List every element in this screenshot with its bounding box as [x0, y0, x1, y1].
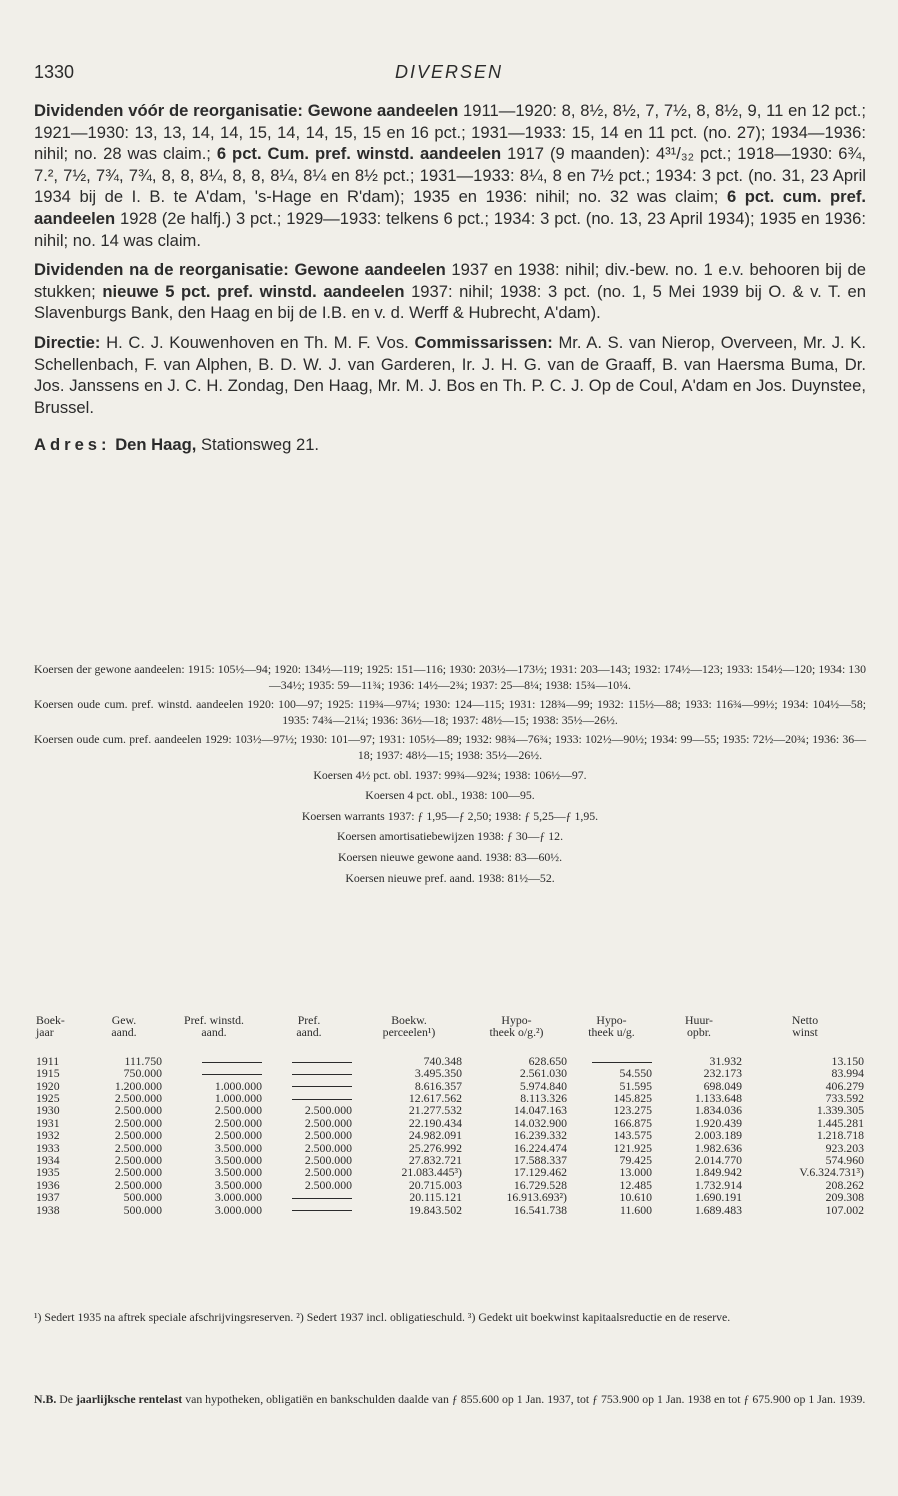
adres-paragraph: [34, 434, 866, 456]
table-cell: 2.003.189: [694, 1128, 742, 1143]
table-cell: 2.500.000: [304, 1128, 352, 1143]
column-header-line: Netto: [791, 1013, 819, 1027]
column-header-line: aand.: [296, 1025, 322, 1040]
empty-dash: [292, 1074, 352, 1075]
empty-dash: [592, 1062, 652, 1063]
table-cell: 1930: [36, 1103, 60, 1118]
directie-paragraph: [34, 332, 866, 418]
nb-label: N.B.: [34, 1392, 57, 1406]
dividends-before-text-1: 1911—1920: 8, 8½, 8½, 7, 7½, 8, 8½, 9, 11 en 12 pct.; 1921—1930: 13, 13, 14, 14, 15, 14, 14, 15, 15 en 16 pct.; 1931—1933: 15, 14 en 11 pct. (no. 27); 1934—1936: nihil; no. 28 was claim.;: [34, 101, 866, 164]
koersen-oude-cum-pref-winstd: Koersen oude cum. pref. winstd. aandeelen 1920: 100—97; 1925: 119¾—97¼; 1930: 124—115; 1931: 128¾—99; 1932: 115½—88; 1933: 116¾—99½; 1934: 104½—58; 1935: 74¾—21¼; 1936: 36½—18; 1937: 48½—15; 1938: 35½—26½.: [34, 697, 866, 727]
table-row: [34, 1104, 866, 1116]
table-cell: [164, 1067, 264, 1079]
column-header-line: Hypo-: [501, 1013, 532, 1027]
dividends-after-paragraph: [34, 259, 866, 324]
table-cell: 2.500.000: [214, 1103, 262, 1118]
table-row: [34, 1067, 866, 1079]
table-cell: 111.750: [124, 1053, 162, 1068]
table-cell: 79.425: [619, 1153, 652, 1168]
table-cell: 31.932: [709, 1053, 742, 1068]
column-header: [354, 1014, 464, 1055]
empty-dash: [292, 1062, 352, 1063]
column-header-line: Hypo-: [596, 1013, 627, 1027]
table-cell: [264, 1080, 354, 1092]
table-cell: 3.500.000: [214, 1177, 262, 1192]
footnotes: ¹) Sedert 1935 na aftrek speciale afschrijvingsreserven. ²) Sedert 1937 incl. obligatieschuld. ³) Gedekt uit boekwinst kapitaalsreductie en de reserve.: [34, 1310, 731, 1324]
table-cell: 1932: [36, 1128, 60, 1143]
column-header-line: Boekw.: [391, 1013, 427, 1027]
directie-label: Directie:: [34, 332, 101, 352]
main-text: [34, 100, 866, 464]
column-header-line: aand.: [111, 1025, 137, 1040]
column-header: [569, 1014, 654, 1055]
koersen-amortisatie: Koersen amortisatiebewijzen 1938: ƒ 30—ƒ 12.: [336, 829, 564, 844]
koersen-warrants: Koersen warrants 1937: ƒ 1,95—ƒ 2,50; 1938: ƒ 5,25—ƒ 1,95.: [301, 808, 599, 823]
table-cell: 1.834.036: [694, 1103, 742, 1118]
commissarissen-label: Commissarissen:: [414, 332, 553, 352]
adres-street: Stationsweg 21.: [200, 435, 320, 455]
table-cell: 17.588.337: [513, 1153, 567, 1168]
table-cell: 54.550: [619, 1066, 652, 1081]
nb-paragraph: [34, 1388, 866, 1410]
table-cell: 2.500.000: [114, 1140, 162, 1155]
table-cell: 11.600: [619, 1202, 652, 1217]
directie-text: H. C. J. Kouwenhoven en Th. M. F. Vos.: [106, 332, 409, 352]
table-cell: 628.650: [528, 1053, 567, 1068]
column-header-line: jaar: [36, 1025, 54, 1040]
dividends-after-text-2: 1937: nihil; 1938: 3 pct. (no. 1, 5 Mei 1939 bij O. & v. T. en Slavenburgs Bank, den Haag en bij de I.B. en v. d. Werff & Hubrecht, A'dam).: [34, 281, 866, 323]
commissarissen-text: Mr. A. S. van Nierop, Overveen, Mr. J. K. Schellenbach, F. van Alphen, B. D. W. J. van Garderen, Ir. J. H. G. van de Graaff, B. van Haersma Buma, Dr. Jos. Janssens en J. C. H. Zondag, Den Haag, Mr. M. J. Bos en Th. P. C. J. Op de Coul, A'dam en Jos. Duynstee, Brussel.: [34, 332, 866, 417]
koersen-section: [34, 662, 866, 891]
table-cell: 2.500.000: [304, 1153, 352, 1168]
nieuwe-pref-label: nieuwe 5 pct. pref. winstd. aandeelen: [102, 281, 405, 301]
table-cell: 500.000: [123, 1190, 162, 1205]
table-cell: 733.592: [825, 1091, 864, 1106]
table-cell: 12.485: [619, 1177, 652, 1192]
table-cell: 20.715.003: [408, 1177, 462, 1192]
table-cell: 1915: [36, 1066, 60, 1081]
table-cell: 1937: [36, 1190, 60, 1205]
table-cell: 1931: [36, 1115, 60, 1130]
table-cell: 1.339.305: [816, 1103, 864, 1118]
table-cell: 3.000.000: [214, 1202, 262, 1217]
table-cell: 5.974.840: [519, 1078, 567, 1093]
table-cell: 1.689.483: [694, 1202, 742, 1217]
table-cell: 2.500.000: [304, 1103, 352, 1118]
column-header: [654, 1014, 744, 1055]
table-cell: 143.575: [613, 1128, 652, 1143]
table-cell: 166.875: [613, 1115, 652, 1130]
table-cell: 13.150: [831, 1053, 864, 1068]
column-header: [34, 1014, 84, 1055]
column-header: [264, 1014, 354, 1055]
table-header-row: [34, 1014, 866, 1055]
pref-label: 6 pct. cum. pref. aandeelen: [34, 187, 867, 228]
dividends-before-label: Dividenden vóór de reorganisatie:: [34, 101, 303, 120]
table-cell: 2.500.000: [114, 1091, 162, 1106]
column-header-line: perceelen¹): [382, 1025, 436, 1040]
table-cell: 1.200.000: [114, 1078, 162, 1093]
nb-pre: De: [59, 1392, 74, 1406]
table-cell: 14.032.900: [513, 1115, 567, 1130]
nb-text: van hypotheken, obligatiën en bankschulden daalde van ƒ 855.600 op 1 Jan. 1937, tot ƒ 753.900 op 1 Jan. 1938 en tot ƒ 675.900 op 1 Jan. 1939.: [185, 1392, 866, 1406]
koersen-obl-4: Koersen 4 pct. obl., 1938: 100—95.: [365, 788, 535, 803]
table-cell: [264, 1055, 354, 1067]
table-cell: 1911: [36, 1053, 60, 1068]
column-header-line: Pref. winstd.: [184, 1013, 244, 1027]
gewone-after-label: Gewone aandeelen: [294, 260, 446, 280]
table-cell: 1.690.191: [694, 1190, 742, 1205]
table-row: [34, 1166, 866, 1178]
koersen-nieuwe-gewone: Koersen nieuwe gewone aand. 1938: 83—60½.: [337, 849, 563, 864]
table-cell: 3.500.000: [214, 1140, 262, 1155]
column-header-line: theek o/g.²): [489, 1025, 544, 1040]
table-cell: 2.500.000: [114, 1177, 162, 1192]
table-cell: 574.960: [825, 1153, 864, 1168]
table-cell: 1.920.439: [694, 1115, 742, 1130]
running-head: DIVERSEN: [394, 62, 504, 82]
table-cell: 1.982.636: [694, 1140, 742, 1155]
table-cell: 2.561.030: [519, 1066, 567, 1081]
dividends-after-label: Dividenden na de reorganisatie:: [34, 260, 289, 280]
koersen-nieuwe-pref: Koersen nieuwe pref. aand. 1938: 81½—52.: [345, 870, 555, 885]
table-cell: 698.049: [703, 1078, 742, 1093]
column-header-line: theek u/g.: [588, 1025, 635, 1040]
table-cell: [264, 1191, 354, 1203]
table-row: [34, 1204, 866, 1216]
table-cell: 3.500.000: [214, 1165, 262, 1180]
table-cell: 16.541.738: [513, 1202, 567, 1217]
table-cell: 16.224.474: [513, 1140, 567, 1155]
table-cell: 1936: [36, 1177, 60, 1192]
table-cell: 3.500.000: [214, 1153, 262, 1168]
table-cell: 14.047.163: [513, 1103, 567, 1118]
table-cell: 1.133.648: [694, 1091, 742, 1106]
column-header-line: Pref.: [297, 1013, 321, 1027]
table-cell: 740.348: [423, 1053, 462, 1068]
column-header: [744, 1014, 866, 1055]
table-cell: 209.308: [825, 1190, 864, 1205]
table-cell: 1.849.942: [694, 1165, 742, 1180]
table-cell: 13.000: [619, 1165, 652, 1180]
koersen-gewone: Koersen der gewone aandeelen: 1915: 105½—94; 1920: 134½—119; 1925: 151—116; 1930: 203½—173½; 1931: 203—143; 1932: 174½—123; 1933: 154½—120; 1934: 130—34½; 1935: 59—11¾; 1936: 14½—2¾; 1937: 25—8¼; 1938: 15¾—10¼.: [34, 662, 866, 692]
empty-dash: [292, 1210, 352, 1211]
table-cell: 16.729.528: [513, 1177, 567, 1192]
table-cell: 2.500.000: [114, 1165, 162, 1180]
table-cell: 123.275: [613, 1103, 652, 1118]
table-cell: 2.500.000: [114, 1128, 162, 1143]
dividends-after-text-1: 1937 en 1938: nihil; div.-bew. no. 1 e.v. behooren bij de stukken;: [34, 260, 866, 301]
column-header-line: Boek-: [36, 1013, 65, 1027]
table-cell: 10.610: [619, 1190, 652, 1205]
table-body: [34, 1055, 866, 1216]
koersen-obl-4-5: Koersen 4½ pct. obl. 1937: 99¾—92¾; 1938: 106½—97.: [313, 767, 587, 782]
table-cell: V.6.324.731³): [799, 1165, 864, 1180]
dividends-before-paragraph: [34, 100, 866, 251]
table-cell: 1938: [36, 1202, 60, 1217]
table-cell: 2.500.000: [114, 1153, 162, 1168]
cum-pref-label: 6 pct. Cum. pref. winstd. aandeelen: [216, 144, 502, 164]
column-header: [164, 1014, 264, 1055]
table-row: [34, 1129, 866, 1141]
table-cell: [264, 1067, 354, 1079]
table-cell: 1934: [36, 1153, 60, 1168]
table-cell: 2.014.770: [694, 1153, 742, 1168]
adres-city: Den Haag,: [115, 435, 197, 455]
table-row: [34, 1191, 866, 1203]
table-cell: 2.500.000: [214, 1128, 262, 1143]
table-cell: 2.500.000: [304, 1140, 352, 1155]
table-cell: 145.825: [613, 1091, 652, 1106]
table-cell: 1935: [36, 1165, 60, 1180]
table-cell: 1920: [36, 1078, 60, 1093]
table-cell: 83.994: [831, 1066, 864, 1081]
empty-dash: [292, 1099, 352, 1100]
table-cell: 406.279: [825, 1078, 864, 1093]
table-cell: 208.262: [825, 1177, 864, 1192]
table-cell: 16.913.693²): [506, 1190, 567, 1205]
table-cell: 1933: [36, 1140, 60, 1155]
table-cell: 107.002: [825, 1202, 864, 1217]
column-header-line: Huur-: [685, 1013, 713, 1027]
column-header: [464, 1014, 569, 1055]
table-cell: 1.000.000: [214, 1091, 262, 1106]
empty-dash: [292, 1198, 352, 1199]
table-cell: 1.445.281: [816, 1115, 864, 1130]
table-cell: 121.925: [613, 1140, 652, 1155]
table-cell: 51.595: [619, 1078, 652, 1093]
dividends-before-text-2: 1917 (9 maanden): 4³¹/₃₂ pct.; 1918—1930: 6¾, 7.², 7½, 7¾, 7¾, 8, 8, 8¼, 8, 8, 8¼, 8¼ en 8½ pct.; 1931—1933: 8¼, 8 en 7½ pct.; 1934: 3 pct. (no. 31, 23 April 1934 bij de I. B. te A'dam, 's-Hage en R'dam); 1935 en 1936: nihil; no. 32 was claim;: [34, 144, 866, 207]
table-cell: 8.616.357: [414, 1078, 462, 1093]
koersen-oude-cum-pref: Koersen oude cum. pref. aandeelen 1929: 103½—97½; 1930: 101—97; 1931: 105½—89; 1932: 98¾—76¾; 1933: 102½—90½; 1934: 99—55; 1935: 72½—20¾; 1936: 36—18; 1937: 48½—15; 1938: 35½—26½.: [34, 732, 866, 762]
dividends-before-text-3: 1928 (2e halfj.) 3 pct.; 1929—1933: telkens 6 pct.; 1934: 3 pct. (no. 13, 23 April 1934); 1935 en 1936: nihil; no. 14 was claim.: [34, 208, 866, 250]
table-cell: 24.982.091: [408, 1128, 462, 1143]
empty-dash: [292, 1086, 352, 1087]
table-cell: 232.173: [703, 1066, 742, 1081]
gewone-label: Gewone aandeelen: [307, 101, 459, 120]
table-cell: 25.276.992: [408, 1140, 462, 1155]
column-header: [84, 1014, 164, 1055]
adres-label: Adres:: [34, 435, 111, 455]
table-cell: 16.239.332: [513, 1128, 567, 1143]
table-cell: [264, 1204, 354, 1216]
table-cell: 2.500.000: [214, 1115, 262, 1130]
empty-dash: [202, 1074, 262, 1075]
table-cell: 2.500.000: [304, 1165, 352, 1180]
column-header-line: winst: [792, 1025, 818, 1040]
table-cell: 17.129.462: [513, 1165, 567, 1180]
table-cell: [164, 1055, 264, 1067]
table-cell: 21.083.445³): [401, 1165, 462, 1180]
table-cell: 2.500.000: [304, 1115, 352, 1130]
table-cell: 12.617.562: [408, 1091, 462, 1106]
column-header-line: Gew.: [111, 1013, 137, 1027]
table-cell: 923.203: [825, 1140, 864, 1155]
page-header: [34, 62, 864, 86]
table-cell: 8.113.326: [520, 1091, 567, 1106]
table-cell: 27.832.721: [408, 1153, 462, 1168]
table-cell: 1.000.000: [214, 1078, 262, 1093]
table-cell: 750.000: [123, 1066, 162, 1081]
column-header-line: opbr.: [687, 1025, 711, 1040]
table-cell: 1.732.914: [694, 1177, 742, 1192]
table-cell: 1925: [36, 1091, 60, 1106]
page-number: 1330: [34, 62, 75, 82]
table-cell: 3.495.350: [414, 1066, 462, 1081]
financial-table: [34, 1014, 866, 1216]
column-header-line: aand.: [201, 1025, 227, 1040]
empty-dash: [202, 1062, 262, 1063]
table-cell: 19.843.502: [408, 1202, 462, 1217]
table-cell: 2.500.000: [114, 1115, 162, 1130]
table-cell: 1.218.718: [816, 1128, 864, 1143]
table-cell: 2.500.000: [114, 1103, 162, 1118]
table-cell: 500.000: [123, 1202, 162, 1217]
table-cell: 2.500.000: [304, 1177, 352, 1192]
table-cell: 22.190.434: [408, 1115, 462, 1130]
table-cell: 21.277.532: [408, 1103, 462, 1118]
table-cell: 20.115.121: [409, 1190, 462, 1205]
table-cell: 3.000.000: [214, 1190, 262, 1205]
nb-bold: jaarlijksche rentelast: [75, 1392, 183, 1406]
